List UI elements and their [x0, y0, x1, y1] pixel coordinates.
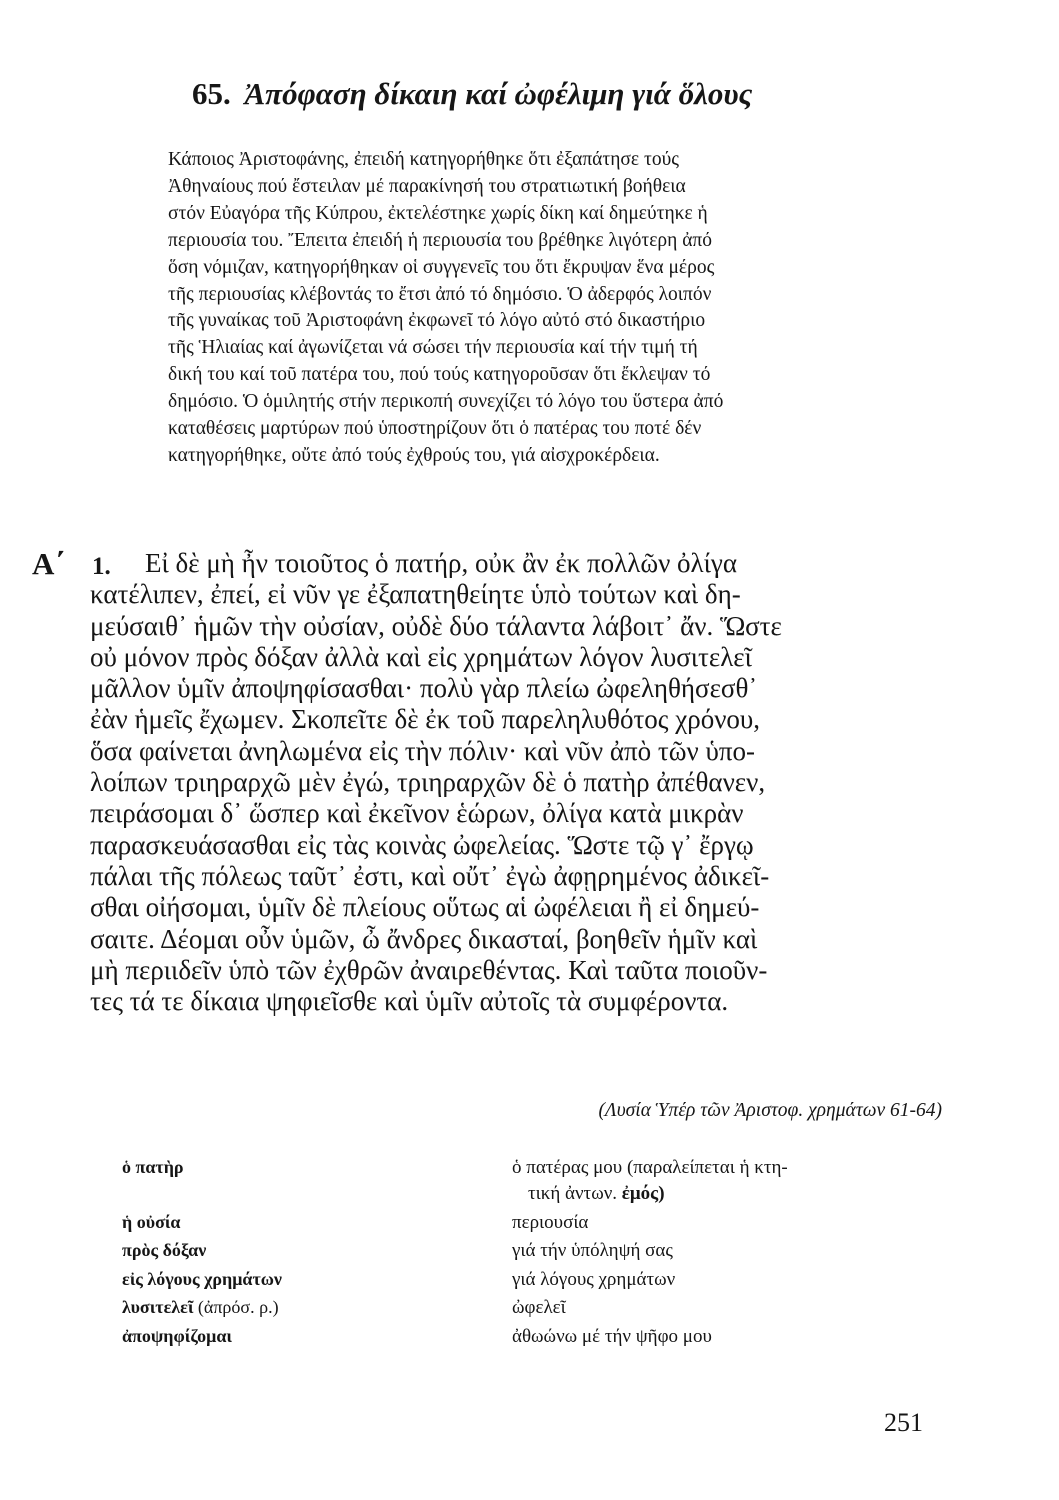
- paragraph-number: 1.: [92, 553, 111, 580]
- vocab-gloss: γιά τήν ὑπόληψή σας: [512, 1240, 673, 1261]
- vocab-row: [122, 1240, 842, 1268]
- intro-line: δική του καί τοῦ πατέρα του, πού τούς κατηγοροῦσαν ὅτι ἔκλεψαν τό: [168, 364, 711, 386]
- intro-line: στόν Εὐαγόρα τῆς Κύπρου, ἐκτελέστηκε χωρίς δίκη καί δημεύτηκε ἡ: [168, 202, 708, 224]
- vocab-gloss-continuation: [528, 1183, 665, 1205]
- greek-line: μεύσαιθ᾿ ἡμῶν τὴν οὐσίαν, οὐδὲ δύο τάλαντα λάβοιτ᾿ ἄν. Ὥστε: [90, 610, 782, 641]
- intro-line: Ἀθηναίους πού ἔστειλαν μέ παρακίνησή του στρατιωτική βοήθεια: [168, 175, 686, 197]
- vocab-gloss: ὁ πατέρας μου (παραλείπεται ἡ κτη-: [512, 1157, 788, 1178]
- intro-line: περιουσία του. Ἔπειτα ἐπειδή ἡ περιουσία του βρέθηκε λιγότερη ἀπό: [168, 229, 713, 251]
- intro-line: τῆς περιουσίας κλέβοντάς το ἔτσι ἀπό τό δημόσιο. Ὁ ἀδερφός λοιπόν: [168, 283, 712, 305]
- vocab-row: [122, 1212, 842, 1240]
- vocab-term-bold: λυσιτελεῖ: [122, 1297, 194, 1317]
- greek-line: σθαι οἰήσομαι, ὑμῖν δὲ πλείους οὕτως αἱ ὠφέλειαι ἢ εἰ δημεύ-: [90, 892, 760, 923]
- greek-line: λοίπων τριηραρχῶ μὲν ἐγώ, τριηραρχῶν δὲ ὁ πατὴρ ἀπέθανεν,: [90, 767, 766, 798]
- greek-line: κατέλιπεν, ἐπεί, εἰ νῦν γε ἐξαπατηθείητε ὑπὸ τούτων καὶ δη-: [90, 579, 741, 610]
- greek-line: παρασκευάσασθαι εἰς τὰς κοινὰς ὠφελείας. Ὥστε τῷ γ᾿ ἔργῳ: [90, 829, 754, 860]
- greek-line: ἐὰν ἡμεῖς ἔχωμεν. Σκοπεῖτε δὲ ἐκ τοῦ παρεληλυθότος χρόνου,: [90, 704, 761, 735]
- greek-line: σαιτε. Δέομαι οὖν ὑμῶν, ὦ ἄνδρες δικασταί, βοηθεῖν ἡμῖν καὶ: [90, 923, 758, 954]
- intro-line: Κάποιος Ἀριστοφάνης, ἐπειδή κατηγορήθηκε ὅτι ἐξαπάτησε τούς: [168, 149, 679, 170]
- vocab-gloss-cont-text: τική ἀντων.: [528, 1183, 618, 1204]
- intro-line: δημόσιο. Ὁ ὁμιλητής στήν περικοπή συνεχίζει τό λόγο του ὕστερα ἀπό: [168, 391, 724, 413]
- vocab-term: εἰς λόγους χρημάτων: [122, 1269, 282, 1289]
- vocab-row: [122, 1326, 842, 1354]
- intro-line: τῆς γυναίκας τοῦ Ἀριστοφάνη ἐκφωνεῖ τό λόγο αὐτό στό δικαστήριο: [168, 310, 706, 332]
- vocab-row: [122, 1297, 842, 1325]
- intro-paragraph: [168, 147, 960, 470]
- greek-line: τες τά τε δίκαια ψηφιεῖσθε καὶ ὑμῖν αὐτοῖς τὰ συμφέροντα.: [90, 986, 729, 1017]
- greek-line: πειράσομαι δ᾿ ὥσπερ καὶ ἐκεῖνον ἑώρων, ὀλίγα κατὰ μικρὰν: [90, 798, 744, 829]
- section-label: Α΄: [32, 546, 65, 581]
- vocab-gloss: περιουσία: [512, 1212, 589, 1233]
- vocab-row-continuation: [122, 1183, 842, 1211]
- chapter-title: [192, 76, 1012, 112]
- intro-line: κατηγορήθηκε, οὔτε ἀπό τούς ἐχθρούς του, γιά αἰσχροκέρδεια.: [168, 444, 660, 466]
- greek-line: μᾶλλον ὑμῖν ἀποψηφίσασθαι· πολὺ γὰρ πλείω ὠφεληθήσεσθ᾿: [90, 673, 758, 704]
- vocab-term: ἡ οὐσία: [122, 1212, 181, 1232]
- greek-line: οὐ μόνον πρὸς δόξαν ἀλλὰ καὶ εἰς χρημάτων λόγον λυσιτελεῖ: [90, 641, 752, 672]
- chapter-number: 65.: [192, 76, 231, 111]
- vocab-gloss: γιά λόγους χρημάτων: [512, 1269, 676, 1290]
- chapter-title-text: Ἀπόφαση δίκαιη καί ὠφέλιμη γιά ὅλους: [244, 76, 753, 111]
- vocab-term: [122, 1297, 279, 1318]
- vocab-term-note: (ἀπρόσ. ρ.): [197, 1297, 279, 1317]
- vocab-term: πρὸς δόξαν: [122, 1240, 207, 1260]
- intro-line: καταθέσεις μαρτύρων πού ὑποστηρίζουν ὅτι ὁ πατέρας του ποτέ δέν: [168, 418, 702, 440]
- source-citation: (Λυσία Ὑπέρ τῶν Ἀριστοφ. χρημάτων 61-64): [598, 1100, 942, 1121]
- vocabulary-list: [122, 1157, 842, 1377]
- vocab-gloss-bold: ἐμός): [621, 1183, 665, 1204]
- page-number: 251: [884, 1408, 923, 1437]
- vocab-row: [122, 1157, 842, 1185]
- greek-line: πάλαι τῆς πόλεως ταῦτ᾿ ἐστι, καὶ οὔτ᾿ ἐγὼ ἀφῃρημένος ἀδικεῖ-: [90, 860, 770, 891]
- greek-line: ὅσα φαίνεται ἀνηλωμένα εἰς τὴν πόλιν· καὶ νῦν ἀπὸ τῶν ὑπο-: [90, 735, 755, 766]
- greek-passage: [90, 548, 950, 1017]
- vocab-gloss: ἀθωώνω μέ τήν ψῆφο μου: [512, 1326, 712, 1347]
- vocab-gloss: ὠφελεῖ: [512, 1297, 566, 1318]
- greek-line: μὴ περιιδεῖν ὑπὸ τῶν ἐχθρῶν ἀναιρεθέντας. Καὶ ταῦτα ποιοῦν-: [90, 954, 768, 985]
- intro-line: ὅση νόμιζαν, κατηγορήθηκαν οἱ συγγενεῖς του ὅτι ἔκρυψαν ἕνα μέρος: [168, 256, 715, 278]
- vocab-term: ὁ πατὴρ: [122, 1157, 184, 1177]
- greek-line: Εἰ δὲ μὴ ἦν τοιοῦτος ὁ πατήρ, οὐκ ἂν ἐκ πολλῶν ὀλίγα: [145, 548, 737, 578]
- vocab-row: [122, 1269, 842, 1297]
- vocab-term: ἀποψηφίζομαι: [122, 1326, 232, 1346]
- intro-line: τῆς Ἡλιαίας καί ἀγωνίζεται νά σώσει τήν περιουσία καί τήν τιμή τή: [168, 337, 698, 359]
